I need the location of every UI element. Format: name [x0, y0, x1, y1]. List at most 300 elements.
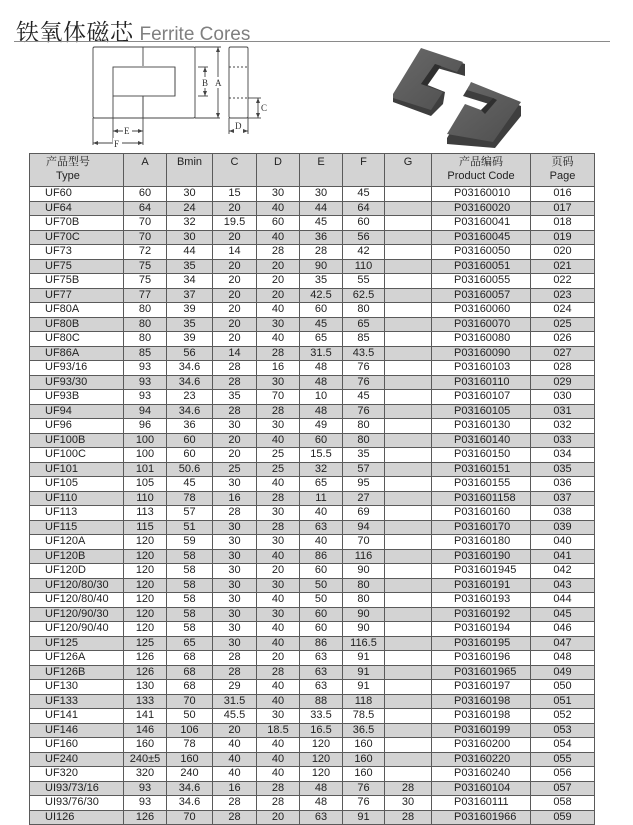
cell-page: 058 [531, 796, 595, 811]
cell-c: 20 [213, 433, 257, 448]
cell-product-code: P03160198 [432, 694, 531, 709]
table-row [30, 477, 595, 492]
cell-c: 16 [213, 781, 257, 796]
table-row [30, 535, 595, 550]
cell-d: 40 [257, 477, 300, 492]
cell-bmin: 78 [167, 738, 213, 753]
column-header-f [343, 154, 385, 187]
table-row [30, 810, 595, 825]
column-header-g [385, 154, 432, 187]
cell-product-code: P03160180 [432, 535, 531, 550]
cell-c: 30 [213, 607, 257, 622]
cell-g [385, 288, 432, 303]
table-row [30, 259, 595, 274]
cell-bmin: 24 [167, 201, 213, 216]
cell-g [385, 578, 432, 593]
cell-bmin: 44 [167, 245, 213, 260]
table-row [30, 317, 595, 332]
cell-c: 20 [213, 317, 257, 332]
cell-bmin: 59 [167, 535, 213, 550]
cell-e: 35 [300, 274, 343, 289]
table-row [30, 723, 595, 738]
table-row [30, 796, 595, 811]
cell-a: 120 [124, 564, 167, 579]
cell-bmin: 65 [167, 636, 213, 651]
column-header-a-label: A [141, 156, 149, 168]
cell-type: UF113 [30, 506, 124, 521]
cell-d: 40 [257, 593, 300, 608]
cell-type: UF146 [30, 723, 124, 738]
table-row [30, 187, 595, 202]
cell-bmin: 50.6 [167, 462, 213, 477]
cell-product-code: P03160060 [432, 303, 531, 318]
dim-label-c: C [261, 103, 268, 113]
cell-c: 40 [213, 738, 257, 753]
column-header-d [257, 154, 300, 187]
cell-f: 91 [343, 810, 385, 825]
cell-a: 75 [124, 259, 167, 274]
cell-product-code: P03160160 [432, 506, 531, 521]
cell-e: 15.5 [300, 448, 343, 463]
cell-type: UF75B [30, 274, 124, 289]
cell-a: 77 [124, 288, 167, 303]
cell-f: 160 [343, 767, 385, 782]
cell-bmin: 32 [167, 216, 213, 231]
cell-type: UF100C [30, 448, 124, 463]
cell-g [385, 636, 432, 651]
cell-c: 28 [213, 665, 257, 680]
cell-d: 28 [257, 520, 300, 535]
cell-bmin: 35 [167, 259, 213, 274]
cell-a: 100 [124, 433, 167, 448]
cell-d: 40 [257, 332, 300, 347]
cell-c: 28 [213, 404, 257, 419]
cell-bmin: 70 [167, 694, 213, 709]
cell-page: 033 [531, 433, 595, 448]
cell-e: 10 [300, 390, 343, 405]
cell-product-code: P03160200 [432, 738, 531, 753]
cell-type: UF80B [30, 317, 124, 332]
cell-c: 30 [213, 520, 257, 535]
cell-product-code: P03160240 [432, 767, 531, 782]
cell-type: UF93/30 [30, 375, 124, 390]
cell-page: 048 [531, 651, 595, 666]
cell-f: 60 [343, 216, 385, 231]
cell-f: 45 [343, 187, 385, 202]
cell-e: 65 [300, 477, 343, 492]
table-row [30, 578, 595, 593]
cell-f: 76 [343, 375, 385, 390]
cell-page: 031 [531, 404, 595, 419]
cell-a: 120 [124, 622, 167, 637]
cell-bmin: 36 [167, 419, 213, 434]
cell-e: 63 [300, 665, 343, 680]
cell-bmin: 70 [167, 810, 213, 825]
cell-bmin: 34.6 [167, 404, 213, 419]
cell-page: 032 [531, 419, 595, 434]
cell-g [385, 201, 432, 216]
cell-g [385, 709, 432, 724]
cell-f: 110 [343, 259, 385, 274]
cell-type: UF70B [30, 216, 124, 231]
cell-f: 56 [343, 230, 385, 245]
cell-f: 80 [343, 578, 385, 593]
cell-product-code: P03160140 [432, 433, 531, 448]
cell-d: 40 [257, 694, 300, 709]
cell-d: 30 [257, 506, 300, 521]
cell-d: 30 [257, 317, 300, 332]
cell-type: UF120/90/40 [30, 622, 124, 637]
core-dimension-diagram [80, 42, 280, 152]
cell-d: 40 [257, 230, 300, 245]
column-header-page-label: 页码 [551, 156, 574, 168]
column-header-page-sublabel: Page [549, 170, 576, 182]
cell-e: 44 [300, 201, 343, 216]
table-row [30, 375, 595, 390]
column-header-type-label: 产品型号 [46, 156, 90, 168]
cell-type: UF94 [30, 404, 124, 419]
cell-f: 69 [343, 506, 385, 521]
table-row [30, 230, 595, 245]
column-header-product-code [432, 154, 531, 187]
cell-bmin: 56 [167, 346, 213, 361]
cell-d: 25 [257, 448, 300, 463]
cell-c: 28 [213, 361, 257, 376]
cell-a: 85 [124, 346, 167, 361]
cell-product-code: P03160057 [432, 288, 531, 303]
cell-c: 20 [213, 448, 257, 463]
cell-bmin: 106 [167, 723, 213, 738]
cell-page: 043 [531, 578, 595, 593]
cell-f: 70 [343, 535, 385, 550]
cell-product-code: P03160170 [432, 520, 531, 535]
cell-g [385, 593, 432, 608]
cell-d: 28 [257, 346, 300, 361]
cell-type: UF100B [30, 433, 124, 448]
ferrite-core-spec-table [29, 153, 595, 825]
cell-page: 027 [531, 346, 595, 361]
dim-label-e: E [124, 126, 130, 136]
cell-c: 35 [213, 390, 257, 405]
cell-f: 55 [343, 274, 385, 289]
cell-c: 30 [213, 593, 257, 608]
table-row [30, 651, 595, 666]
cell-d: 40 [257, 549, 300, 564]
column-header-c [213, 154, 257, 187]
page-title [16, 14, 251, 46]
cell-type: UF93B [30, 390, 124, 405]
dim-label-d: D [235, 121, 242, 131]
cell-type: UF70C [30, 230, 124, 245]
cell-a: 75 [124, 274, 167, 289]
table-row [30, 781, 595, 796]
cell-page: 021 [531, 259, 595, 274]
cell-e: 45 [300, 317, 343, 332]
column-header-page [531, 154, 595, 187]
cell-g [385, 752, 432, 767]
cell-f: 91 [343, 651, 385, 666]
cell-d: 20 [257, 810, 300, 825]
table-row [30, 216, 595, 231]
cell-page: 047 [531, 636, 595, 651]
cell-page: 049 [531, 665, 595, 680]
cell-f: 76 [343, 796, 385, 811]
cell-page: 042 [531, 564, 595, 579]
cell-c: 14 [213, 346, 257, 361]
cell-product-code: P03160045 [432, 230, 531, 245]
cell-c: 14 [213, 245, 257, 260]
cell-type: UI93/76/30 [30, 796, 124, 811]
cell-f: 45 [343, 390, 385, 405]
cell-product-code: P03160220 [432, 752, 531, 767]
cell-bmin: 58 [167, 578, 213, 593]
cell-product-code: P03160050 [432, 245, 531, 260]
cell-page: 051 [531, 694, 595, 709]
cell-product-code: P031601966 [432, 810, 531, 825]
table-row [30, 303, 595, 318]
cell-bmin: 34 [167, 274, 213, 289]
cell-page: 024 [531, 303, 595, 318]
cell-f: 160 [343, 752, 385, 767]
cell-f: 116.5 [343, 636, 385, 651]
cell-a: 93 [124, 796, 167, 811]
cell-c: 28 [213, 651, 257, 666]
cell-a: 115 [124, 520, 167, 535]
cell-a: 94 [124, 404, 167, 419]
cell-e: 11 [300, 491, 343, 506]
cell-e: 50 [300, 578, 343, 593]
dim-label-f: F [114, 139, 120, 149]
cell-c: 20 [213, 332, 257, 347]
cell-c: 20 [213, 274, 257, 289]
cell-f: 85 [343, 332, 385, 347]
table-row [30, 607, 595, 622]
cell-a: 146 [124, 723, 167, 738]
cell-product-code: P03160103 [432, 361, 531, 376]
cell-f: 91 [343, 680, 385, 695]
cell-a: 125 [124, 636, 167, 651]
cell-page: 056 [531, 767, 595, 782]
table-row [30, 390, 595, 405]
cell-bmin: 57 [167, 506, 213, 521]
cell-e: 48 [300, 404, 343, 419]
column-header-e [300, 154, 343, 187]
cell-a: 93 [124, 375, 167, 390]
cell-product-code: P03160111 [432, 796, 531, 811]
cell-a: 120 [124, 607, 167, 622]
cell-f: 80 [343, 303, 385, 318]
cell-e: 63 [300, 810, 343, 825]
cell-bmin: 58 [167, 564, 213, 579]
table-row [30, 549, 595, 564]
column-header-d-label: D [274, 156, 282, 168]
cell-page: 028 [531, 361, 595, 376]
cell-d: 25 [257, 462, 300, 477]
cell-d: 28 [257, 245, 300, 260]
cell-a: 126 [124, 651, 167, 666]
cell-bmin: 50 [167, 709, 213, 724]
cell-page: 040 [531, 535, 595, 550]
cell-g [385, 259, 432, 274]
cell-g [385, 361, 432, 376]
cell-c: 28 [213, 506, 257, 521]
cell-bmin: 34.6 [167, 361, 213, 376]
cell-d: 40 [257, 752, 300, 767]
table-row [30, 361, 595, 376]
cell-f: 80 [343, 593, 385, 608]
cell-product-code: P03160155 [432, 477, 531, 492]
cell-g [385, 607, 432, 622]
cell-g [385, 520, 432, 535]
cell-bmin: 34.6 [167, 375, 213, 390]
cell-product-code: P03160197 [432, 680, 531, 695]
cell-product-code: P03160107 [432, 390, 531, 405]
cell-a: 80 [124, 317, 167, 332]
cell-a: 80 [124, 303, 167, 318]
cell-f: 76 [343, 361, 385, 376]
table-row [30, 419, 595, 434]
title-english: Ferrite Cores [139, 24, 251, 45]
cell-product-code: P03160150 [432, 448, 531, 463]
cell-type: UF101 [30, 462, 124, 477]
cell-f: 80 [343, 433, 385, 448]
cell-type: UF93/16 [30, 361, 124, 376]
cell-e: 50 [300, 593, 343, 608]
cell-page: 022 [531, 274, 595, 289]
cell-bmin: 68 [167, 680, 213, 695]
cell-a: 70 [124, 216, 167, 231]
cell-page: 044 [531, 593, 595, 608]
table-row [30, 564, 595, 579]
cell-d: 28 [257, 781, 300, 796]
cell-f: 62.5 [343, 288, 385, 303]
cell-g [385, 564, 432, 579]
title-chinese: 铁氧体磁芯 [16, 20, 134, 46]
cell-a: 60 [124, 187, 167, 202]
cell-page: 055 [531, 752, 595, 767]
cell-type: UF120D [30, 564, 124, 579]
cell-d: 40 [257, 738, 300, 753]
cell-product-code: P031601945 [432, 564, 531, 579]
cell-g [385, 506, 432, 521]
table-row [30, 665, 595, 680]
cell-type: UF126A [30, 651, 124, 666]
cell-c: 20 [213, 303, 257, 318]
cell-type: UF120/90/30 [30, 607, 124, 622]
cell-e: 49 [300, 419, 343, 434]
table-row [30, 752, 595, 767]
cell-a: 101 [124, 462, 167, 477]
cell-product-code: P03160192 [432, 607, 531, 622]
column-header-f-label: F [360, 156, 367, 168]
table-row [30, 491, 595, 506]
ferrite-core-photo [385, 44, 530, 149]
table-row [30, 738, 595, 753]
cell-type: UI93/73/16 [30, 781, 124, 796]
cell-d: 30 [257, 419, 300, 434]
cell-g [385, 723, 432, 738]
cell-product-code: P03160051 [432, 259, 531, 274]
cell-page: 039 [531, 520, 595, 535]
cell-f: 27 [343, 491, 385, 506]
cell-c: 30 [213, 564, 257, 579]
cell-e: 40 [300, 535, 343, 550]
cell-e: 86 [300, 636, 343, 651]
table-row [30, 288, 595, 303]
cell-c: 28 [213, 796, 257, 811]
cell-f: 57 [343, 462, 385, 477]
cell-page: 026 [531, 332, 595, 347]
cell-a: 120 [124, 549, 167, 564]
cell-d: 40 [257, 767, 300, 782]
cell-e: 48 [300, 796, 343, 811]
cell-f: 90 [343, 622, 385, 637]
cell-g [385, 375, 432, 390]
table-row [30, 245, 595, 260]
cell-a: 72 [124, 245, 167, 260]
cell-c: 25 [213, 462, 257, 477]
cell-d: 28 [257, 491, 300, 506]
cell-page: 050 [531, 680, 595, 695]
table-row [30, 346, 595, 361]
table-header-row [30, 154, 595, 187]
cell-d: 16 [257, 361, 300, 376]
cell-e: 86 [300, 549, 343, 564]
cell-a: 130 [124, 680, 167, 695]
cell-g [385, 332, 432, 347]
cell-d: 30 [257, 578, 300, 593]
cell-a: 320 [124, 767, 167, 782]
table-row [30, 767, 595, 782]
table-row [30, 201, 595, 216]
cell-type: UF75 [30, 259, 124, 274]
cell-product-code: P03160070 [432, 317, 531, 332]
cell-e: 48 [300, 361, 343, 376]
cell-bmin: 39 [167, 332, 213, 347]
table-row [30, 709, 595, 724]
cell-g [385, 622, 432, 637]
cell-g [385, 433, 432, 448]
cell-g [385, 549, 432, 564]
cell-bmin: 240 [167, 767, 213, 782]
cell-e: 33.5 [300, 709, 343, 724]
cell-d: 40 [257, 433, 300, 448]
cell-e: 32 [300, 462, 343, 477]
cell-a: 126 [124, 665, 167, 680]
cell-e: 120 [300, 752, 343, 767]
cell-type: UF120A [30, 535, 124, 550]
cell-g: 30 [385, 796, 432, 811]
cell-c: 20 [213, 723, 257, 738]
cell-a: 105 [124, 477, 167, 492]
cell-product-code: P03160151 [432, 462, 531, 477]
cell-f: 118 [343, 694, 385, 709]
cell-a: 80 [124, 332, 167, 347]
cell-d: 28 [257, 404, 300, 419]
table-row [30, 506, 595, 521]
cell-type: UF110 [30, 491, 124, 506]
cell-c: 30 [213, 477, 257, 492]
cell-g: 28 [385, 810, 432, 825]
cell-g [385, 230, 432, 245]
table-row [30, 404, 595, 419]
cell-g [385, 651, 432, 666]
cell-bmin: 58 [167, 622, 213, 637]
cell-g: 28 [385, 781, 432, 796]
cell-page: 054 [531, 738, 595, 753]
cell-type: UF73 [30, 245, 124, 260]
cell-c: 16 [213, 491, 257, 506]
